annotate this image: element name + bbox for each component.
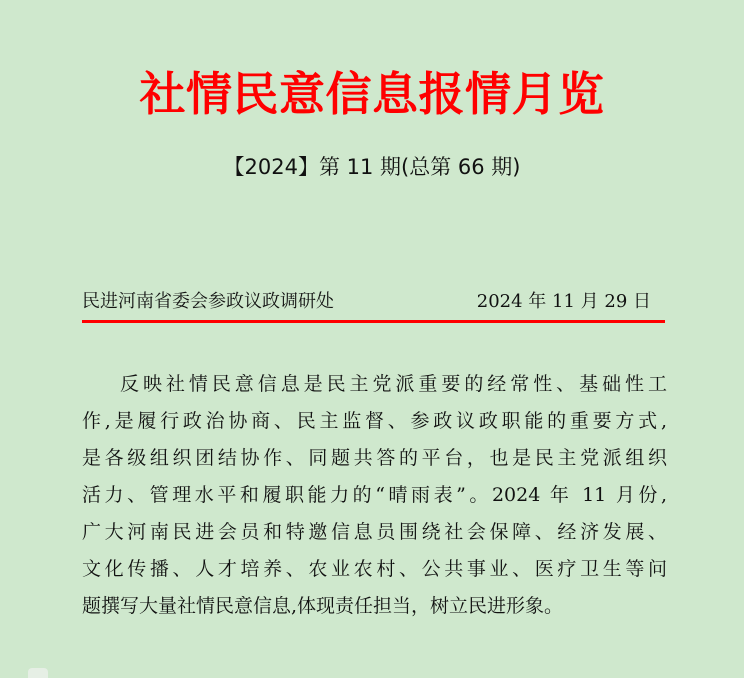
issuer-name: 民进河南省委会参政议政调研处 — [82, 291, 334, 312]
masthead-title: 社情民意信息报情月览 — [139, 67, 605, 121]
red-divider — [82, 320, 665, 323]
body-line: 文化传播、人才培养、农业农村、公共事业、医疗卫生等问 — [82, 558, 667, 580]
page-corner-handle — [28, 668, 48, 678]
issue-number: 【2024】第 11 期(总第 66 期) — [223, 155, 521, 179]
body-line: 题撰写大量社情民意信息,体现责任担当，树立民进形象。 — [82, 595, 564, 617]
body-line: 活力、管理水平和履职能力的“晴雨表”。2024 年 11 月份, — [82, 484, 667, 506]
issue-date: 2024 年 11 月 29 日 — [476, 291, 651, 312]
body-line: 反映社情民意信息是民主党派重要的经常性、基础性工 — [120, 373, 667, 395]
issuer-date-row — [82, 286, 665, 318]
body-line: 广大河南民进会员和特邀信息员围绕社会保障、经济发展、 — [82, 521, 667, 543]
body-line: 是各级组织团结协作、同题共答的平台，也是民主党派组织 — [82, 447, 667, 469]
body-paragraph — [82, 366, 667, 625]
body-line: 作,是履行政治协商、民主监督、参政议政职能的重要方式, — [82, 410, 667, 432]
